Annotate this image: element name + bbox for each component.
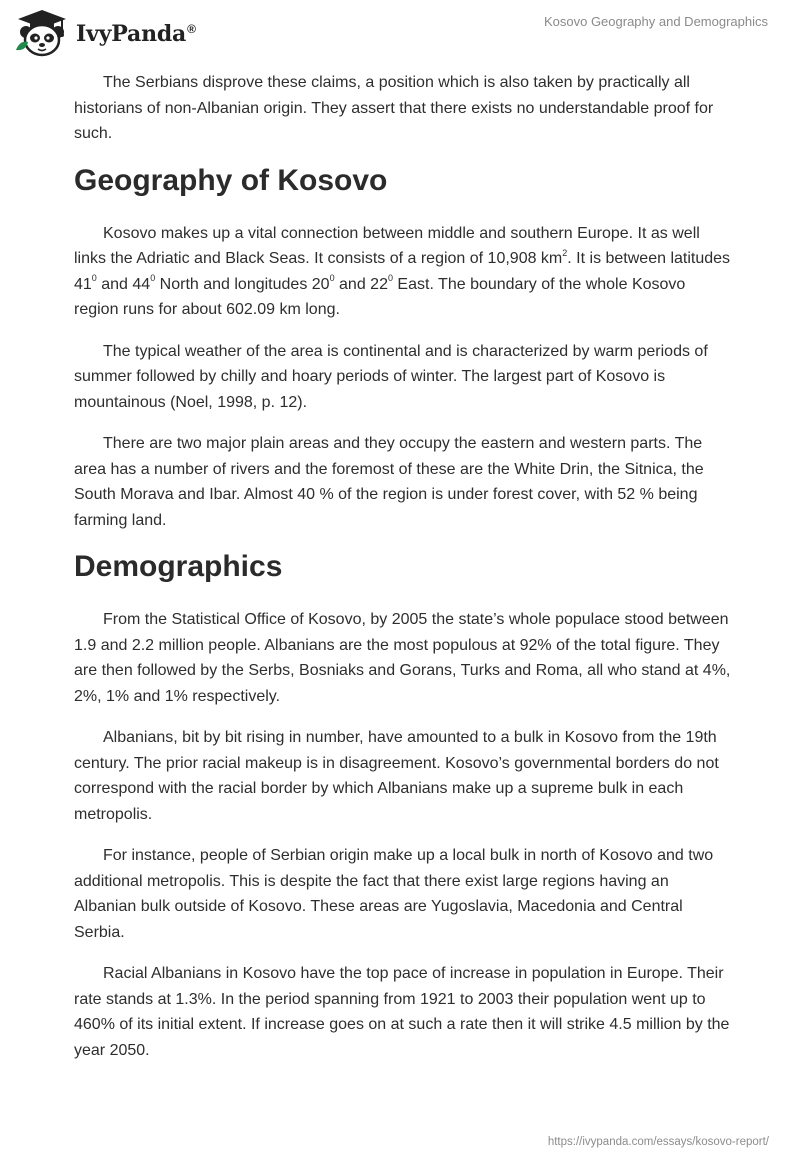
demographics-paragraph-3: For instance, people of Serbian origin make up a local bulk in north of Kosovo and two additional metropolis. This is despite the fact that there exist large regions having an Albanian bulk outside of Kosovo. These areas are Yugoslavia, Macedonia and Central Serbia. — [74, 847, 714, 941]
intro-paragraph: The Serbians disprove these claims, a position which is also taken by practically all historians of non-Albanian origin. They assert that there exists no understandable proof for such. — [74, 74, 714, 142]
page-header — [0, 0, 800, 64]
geography-paragraph-2: The typical weather of the area is continental and is characterized by warm periods of summer followed by chilly and hoary periods of winter. The largest part of Kosovo is mountainous (Noel, 1998, p. 12). — [74, 342, 708, 411]
panda-graduate-icon — [14, 8, 70, 58]
source-url[interactable]: https://ivypanda.com/essays/kosovo-report/ — [547, 1136, 769, 1148]
demographics-paragraph-4: Racial Albanians in Kosovo have the top pace of increase in population in Europe. Their rate stands at 1.3%. In the period spanning from 1921 to 2003 their population went up to 460% of its initial extent. If increase goes on at such a rate then it will strike 4.5 million by the year 2050. — [74, 965, 730, 1059]
page-title: Kosovo Geography and Demographics — [543, 14, 768, 29]
geography-paragraph-1: Kosovo makes up a vital connection between middle and southern Europe. It as well links the Adriatic and Black Seas. It consists of a region of 10,908 $km^2$. It is between latitudes $41^0$ and $44^0$ North and longitudes $20^0$ and $22^0$ East. The boundary of the whole Kosovo region runs for about 602.09 km long. — [74, 224, 731, 318]
section-heading-demographics: Demographics — [74, 550, 283, 583]
brand-name: IvyPanda® — [76, 21, 196, 47]
essay-content — [74, 70, 734, 1079]
demographics-paragraph-2: Albanians, bit by bit rising in number, have amounted to a bulk in Kosovo from the 19th century. The prior racial makeup is in disagreement. Kosovo’s governmental borders do not correspond with the racial border by which Albanians make up a supreme bulk in each metropolis. — [74, 729, 719, 823]
geography-paragraph-3: There are two major plain areas and they occupy the eastern and western parts. The area has a number of rivers and the foremost of these are the White Drin, the Sitnica, the South Morava and Ibar. Almost 40 % of the region is under forest cover, with 52 % being farming land. — [74, 435, 704, 529]
brand-logo[interactable] — [14, 8, 196, 58]
section-heading-geography: Geography of Kosovo — [74, 163, 388, 197]
demographics-paragraph-1: From the Statistical Office of Kosovo, by 2005 the state’s whole populace stood between 1.9 and 2.2 million people. Albanians are the most populous at 92% of the total figure. They are then followed by the Serbs, Bosniaks and Gorans, Turks and Roma, all who stand at 4%, 2%, 1% and 1% respectively. — [74, 611, 731, 705]
